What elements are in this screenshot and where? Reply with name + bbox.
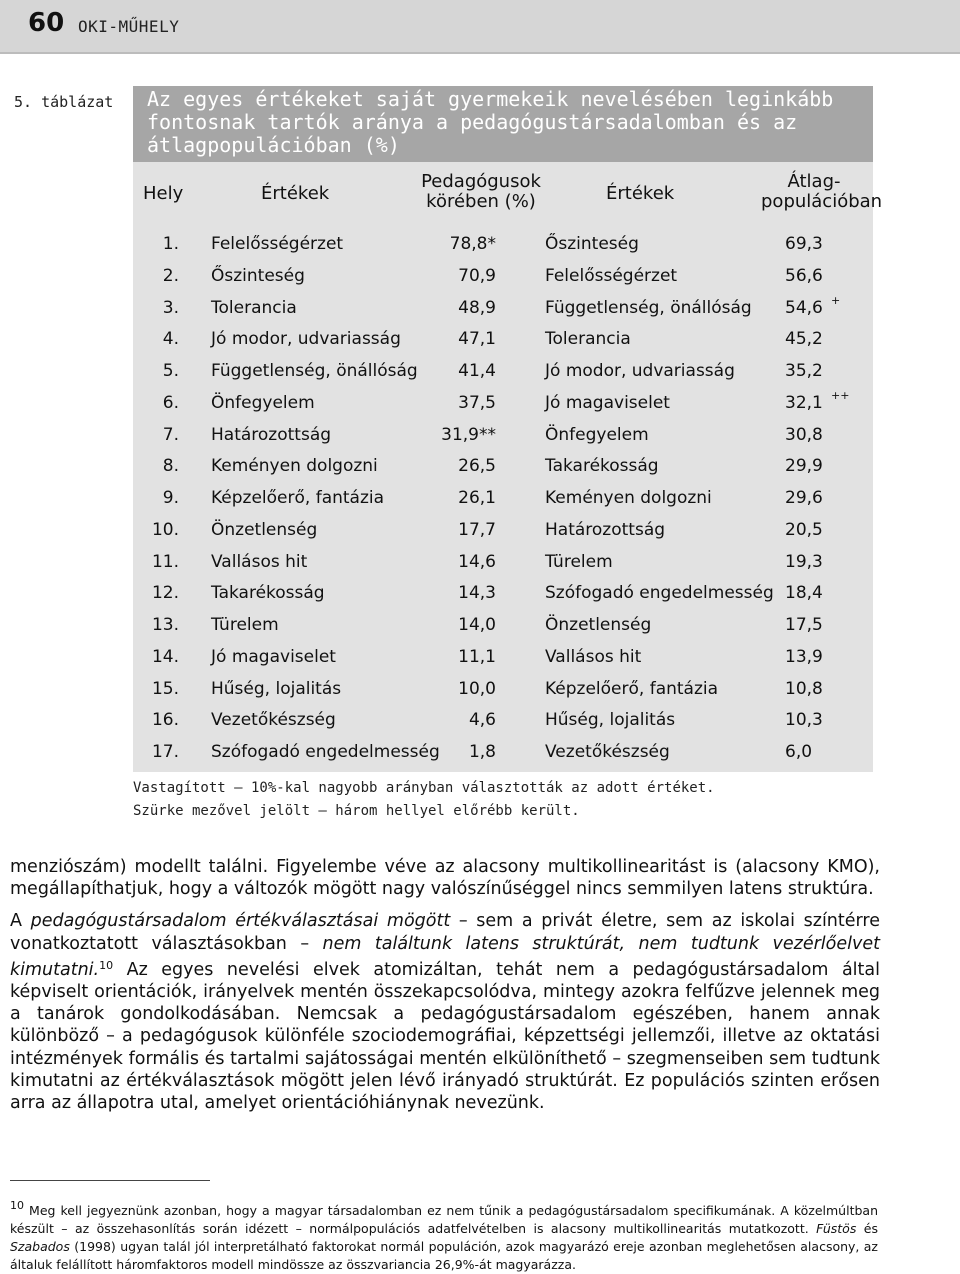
teacher-pct-cell: 14,6 (458, 551, 496, 572)
col-header-rank: Hely (143, 183, 184, 204)
population-pct-cell: 30,8 (785, 424, 823, 445)
teacher-value-cell: Tolerancia (211, 297, 297, 318)
table-row (133, 482, 873, 514)
footnote-text: Meg kell jegyeznünk azonban, hogy a magyar társadalomban ez nem tűnik a pedagógustársadalom specifikumának. A közelmúltban készült – az összehasonlítás során idézett – normálpopulációs adatfelvételben is alacsony multikollinearitás mutatkozott. (10, 1203, 878, 1236)
rank-cell: 7. (162, 424, 179, 445)
rank-cell: 6. (162, 392, 179, 413)
footnote-reference: 10 (99, 958, 114, 972)
teacher-value-cell: Határozottság (211, 424, 332, 445)
population-value-cell: Önzetlenség (545, 615, 652, 635)
teacher-pct-cell: 41,4 (458, 361, 496, 381)
teacher-pct-cell: 1,8 (468, 742, 496, 762)
body-emphasis-1: pedagógustársadalom értékválasztásai mögött (30, 911, 451, 932)
teacher-value-cell: Jó modor, udvariasság (211, 329, 401, 350)
population-value-cell: Képzelőerő, fantázia (545, 678, 719, 699)
teacher-value-cell: Vallásos hit (211, 551, 308, 572)
population-pct-cell: 56,6 (785, 265, 823, 286)
table-label: 5. táblázat (14, 93, 114, 111)
population-pct-cell: 18,4 (785, 583, 823, 604)
values-table (133, 162, 883, 772)
population-pct-cell: 6,0 (785, 742, 813, 762)
footnote-text: és (856, 1221, 878, 1236)
teacher-value-cell: Függetlenség, önállóság (211, 361, 418, 381)
col-header-teachers-pct: Pedagógusok körében (%) (421, 171, 541, 212)
teacher-pct-cell: 26,1 (458, 488, 496, 508)
teacher-value-cell: Képzelőerő, fantázia (211, 488, 385, 508)
body-paragraph-1: menziószám) modellt találni. Figyelembe véve az alacsony multikollinearitást is (alacsony KMO), megállapíthatjuk, hogy a változók mögött nagy valószínűséggel nincs semmilyen latens struktúra. (10, 857, 880, 900)
rank-cell: 1. (162, 234, 179, 254)
table-row (133, 514, 873, 546)
rank-cell: 11. (151, 551, 179, 572)
rank-cell: 12. (151, 583, 179, 604)
teacher-value-cell: Takarékosság (211, 583, 325, 604)
population-pct-cell: 10,3 (785, 710, 823, 731)
teacher-pct-cell: 26,5 (458, 456, 496, 477)
teacher-value-cell: Jó magaviselet (211, 646, 336, 667)
footnote-author: Szabados (10, 1239, 70, 1254)
population-value-cell: Hűség, lojalitás (545, 710, 676, 731)
footnote-number: 10 (10, 1199, 24, 1212)
rank-cell: 9. (162, 488, 179, 508)
footnote (10, 1197, 878, 1274)
teacher-pct-cell: 70,9 (458, 265, 496, 286)
teacher-value-cell: Vezetőkészség (211, 710, 336, 731)
population-value-cell: Takarékosság (545, 456, 659, 477)
population-pct-cell: 45,2 (785, 329, 823, 350)
population-pct-marker: + (831, 293, 841, 307)
col-header-values-teachers: Értékek (261, 183, 330, 204)
table-note-bold: Vastagított – 10%-kal nagyobb arányban választották az adott értéket. (133, 780, 715, 796)
table-row (133, 323, 873, 355)
teacher-pct-cell: 10,0 (458, 678, 496, 699)
teacher-value-cell: Felelősségérzet (211, 234, 344, 254)
population-value-cell: Önfegyelem (545, 424, 649, 445)
population-value-cell: Őszinteség (545, 234, 639, 254)
page-header (0, 0, 960, 54)
teacher-pct-cell: 14,3 (458, 583, 496, 604)
table-row (133, 450, 873, 482)
footnote-text: (1998) ugyan talál jól interpretálható faktorokat normál populáción, azok magyarázó ereje azonban meglehetősen alacsony, az általuk felállított háromfaktoros modell mindössze az összvariancia 26,9%-át magyarázza. (10, 1239, 878, 1272)
population-value-cell: Szófogadó engedelmesség (545, 583, 774, 604)
population-value-cell: Jó modor, udvariasság (545, 361, 735, 381)
population-pct-cell: 54,6 (785, 297, 823, 318)
population-pct-cell: 29,6 (785, 488, 823, 508)
rank-cell: 5. (162, 361, 179, 381)
teacher-value-cell: Keményen dolgozni (211, 456, 378, 477)
teacher-pct-cell: 47,1 (458, 329, 496, 350)
population-pct-cell: 17,5 (785, 615, 823, 635)
teacher-pct-cell: 11,1 (458, 646, 496, 667)
population-pct-cell: 29,9 (785, 456, 823, 477)
table-row (133, 673, 873, 705)
population-pct-cell: 69,3 (785, 234, 823, 254)
teacher-pct-cell: 4,6 (468, 710, 496, 731)
table-row (133, 546, 873, 578)
page-number: 60 (28, 8, 65, 38)
population-pct-cell: 13,9 (785, 646, 823, 667)
body-text-run: A (10, 911, 31, 932)
teacher-value-cell: Szófogadó engedelmesség (211, 742, 440, 762)
population-value-cell: Jó magaviselet (545, 392, 670, 413)
table-row (133, 736, 873, 768)
footnote-divider (10, 1180, 210, 1181)
table-row (133, 292, 873, 324)
table-row (133, 260, 873, 292)
table-row (133, 419, 873, 451)
population-value-cell: Vezetőkészség (545, 742, 670, 762)
col-header-values-population: Értékek (606, 183, 675, 204)
footnote-author: Füstös (816, 1221, 857, 1236)
teacher-pct-cell: 14,0 (458, 615, 496, 635)
teacher-pct-cell: 78,8* (449, 234, 496, 254)
teacher-pct-cell: 17,7 (458, 519, 496, 540)
teacher-pct-cell: 48,9 (458, 297, 496, 318)
teacher-value-cell: Őszinteség (211, 265, 305, 286)
population-value-cell: Türelem (545, 551, 613, 572)
teacher-value-cell: Önfegyelem (211, 392, 315, 413)
population-pct-cell: 32,1 (785, 392, 823, 413)
rank-cell: 8. (162, 456, 179, 477)
population-pct-marker: ++ (831, 388, 850, 402)
body-text (10, 856, 880, 1124)
table-row (133, 577, 873, 609)
population-pct-cell: 20,5 (785, 519, 823, 540)
table-row (133, 387, 873, 419)
population-pct-cell: 10,8 (785, 678, 823, 699)
rank-cell: 17. (151, 742, 179, 762)
rank-cell: 15. (151, 678, 179, 699)
table-title: Az egyes értékeket saját gyermekeik nevelésében leginkább fontosnak tartók aránya a pedagógustársadalomban és az átlagpopulációban (%) (133, 86, 873, 162)
teacher-value-cell: Önzetlenség (211, 519, 318, 540)
rank-cell: 10. (151, 519, 179, 540)
population-value-cell: Felelősségérzet (545, 265, 678, 286)
teacher-value-cell: Hűség, lojalitás (211, 678, 342, 699)
col-header-population-pct: Átlag-populációban (761, 171, 883, 212)
body-emphasis-2: nem találtunk latens struktúrát, nem tudtunk vezérlőelvet kimutatni. (10, 933, 880, 980)
body-text-run: Az egyes nevelési elvek atomizáltan, tehát nem a pedagógustársadalom által képviselt orientációk, irányelvek mentén összekapcsolódva, mintegy azokra felfűzve jelennek meg a tanárok gondolkodásában. Nemcsak a pedagógustársadalom egészében, hanem annak különböző – a pedagógusok különféle szociodemográfiai, képzettségi jellemzői, illetve az oktatási intézmények formális és tartalmi sajátosságai mentén elkülöníthető – szegmenseiben sem tudtunk kimutatni az értékválasztások mögött jelen lévő irányadó struktúrát. Ez populációs szinten erősen arra az állapotra utal, amelyet orientációhiánynak nevezünk. (10, 959, 880, 1114)
population-pct-cell: 19,3 (785, 551, 823, 572)
rank-cell: 13. (151, 615, 179, 635)
rank-cell: 3. (162, 297, 179, 318)
body-paragraph-2 (10, 910, 880, 1114)
rank-cell: 16. (151, 710, 179, 731)
teacher-value-cell: Türelem (211, 615, 279, 635)
teacher-pct-cell: 37,5 (458, 392, 496, 413)
population-value-cell: Keményen dolgozni (545, 488, 712, 508)
table-row (133, 355, 873, 387)
population-value-cell: Vallásos hit (545, 646, 642, 667)
running-head: OKI-MŰHELY (78, 17, 180, 36)
population-value-cell: Függetlenség, önállóság (545, 297, 752, 318)
table-row (133, 704, 873, 736)
population-value-cell: Határozottság (545, 519, 666, 540)
body-text-run: – sem a privát életre, sem az iskolai színtérre vonatkoztatott választásokban – (10, 911, 880, 954)
table-row (133, 641, 873, 673)
population-value-cell: Tolerancia (545, 329, 631, 350)
rank-cell: 4. (162, 329, 179, 350)
table-note-grey: Szürke mezővel jelölt – három hellyel előrébb került. (133, 803, 580, 819)
table-row (133, 609, 873, 641)
rank-cell: 2. (162, 265, 179, 286)
teacher-pct-cell: 31,9** (441, 424, 496, 445)
table-row (133, 228, 873, 260)
population-pct-cell: 35,2 (785, 361, 823, 381)
rank-cell: 14. (151, 646, 179, 667)
